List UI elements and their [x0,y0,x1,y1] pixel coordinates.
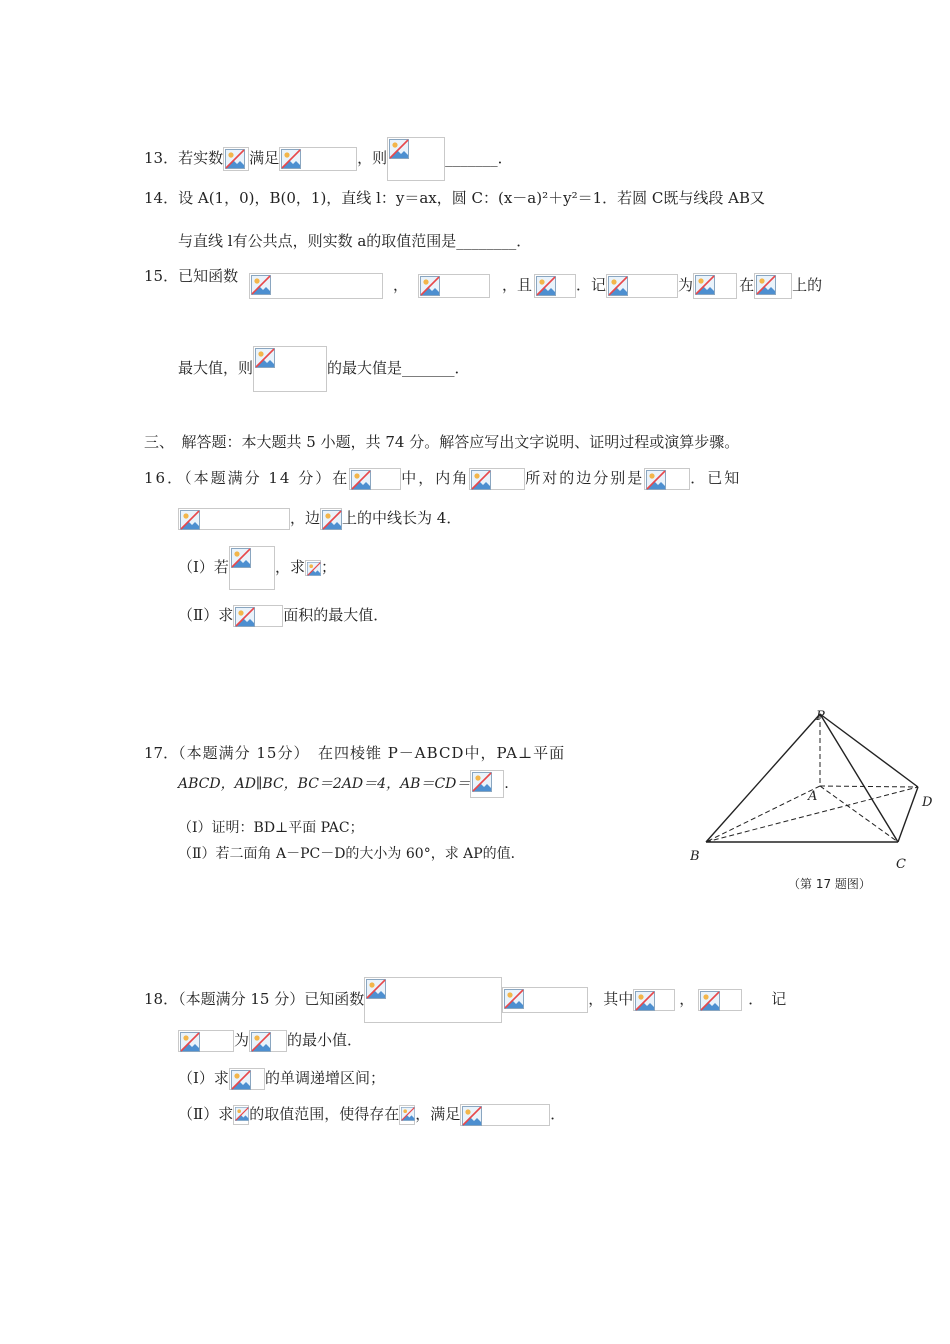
formula-image-icon [644,468,690,490]
formula-image-icon [249,1030,287,1052]
question-16-line-2: ，边 上的中线长为 4． [178,508,461,530]
label-p: P [816,709,825,724]
formula-image-icon [698,989,742,1011]
question-16-part-2: （Ⅱ）求 面积的最大值． [178,605,388,627]
label-c: C [896,857,906,872]
label-d: D [922,795,933,810]
question-13: 13．若实数 满足 ，则 _______． [144,137,513,181]
formula-image-icon [305,560,321,576]
formula-image-icon [534,274,576,298]
formula-image-icon [223,147,249,171]
section-heading: 三、 解答题：本大题共 5 小题，共 74 分。解答应写出文字说明、证明过程或演算步骤。 [144,433,740,451]
formula-image-icon [229,1068,265,1090]
question-17: 17．（本题满分 15分） 在四棱锥 P－ABCD中，PA⊥平面 [144,744,566,762]
formula-image-icon [418,274,490,298]
question-17-part-2: （Ⅱ）若二面角 A－PC－D的大小为 60°，求 AP的值． [178,846,525,862]
question-15-line-2: 最大值，则 的最大值是_______． [178,346,470,392]
formula-image-icon [633,989,675,1011]
question-18-part-2: （Ⅱ）求 的取值范围，使得存在 ，满足 ． [178,1104,565,1126]
edge-cd [898,787,918,842]
formula-image-icon [502,987,588,1013]
formula-image-icon [460,1104,550,1126]
diagonal-ac [820,786,898,842]
formula-image-icon [233,605,283,627]
question-15: 15．已知函数 [144,267,239,285]
formula-image-icon [754,273,792,299]
formula-image-icon [233,1105,249,1125]
formula-image-icon [229,546,275,590]
question-18: 18．（本题满分 15 分）已知函数 ，其中 ， ．记 [144,977,794,1023]
question-18-line-2: 为 的最小值． [178,1030,362,1052]
question-14-line-2: 与直线 l有公共点，则实数 a的取值范围是________． [178,232,532,250]
formula-image-icon [279,147,357,171]
formula-image-icon [178,1030,234,1052]
figure-caption: （第 17 题图） [788,877,871,891]
formula-image-icon [387,137,445,181]
formula-image-icon [320,508,342,530]
question-14: 14．设 A(1，0)，B(0，1)，直线 l：y＝ax，圆 C：(x－a)²＋y²＝1．若圆 C既与线段 AB又 [144,189,766,207]
formula-image-icon [253,346,327,392]
formula-image-icon [693,273,737,299]
formula-image-icon [364,977,502,1023]
question-17-part-1: （Ⅰ）证明：BD⊥平面 PAC； [178,820,364,836]
formula-image-icon [470,770,504,798]
label-a: A [808,789,818,804]
formula-image-icon [249,273,383,299]
question-15-formulas: ， ，且 ．记 为 在 上的 [249,273,822,299]
edge-pb [706,714,820,842]
formula-image-icon [399,1105,415,1125]
formula-image-icon [349,468,401,490]
edge-ab [706,786,820,842]
formula-image-icon [469,468,525,490]
pyramid-figure [690,700,940,900]
question-18-part-1: （Ⅰ）求 的单调递增区间； [178,1068,385,1090]
edge-ad [820,786,918,787]
label-b: B [690,849,700,864]
question-17-line-2: ABCD，AD∥BC，BC＝2AD＝4，AB＝CD＝ ． [178,770,518,798]
edge-pd [820,714,918,787]
question-16-part-1: （Ⅰ）若 ，求 ； [178,546,336,590]
formula-image-icon [178,508,290,530]
edge-pc [820,714,898,842]
formula-image-icon [606,274,678,298]
question-16: 16．（本题满分 14 分）在 中，内角 所对的边分别是 ．已知 [144,468,741,490]
